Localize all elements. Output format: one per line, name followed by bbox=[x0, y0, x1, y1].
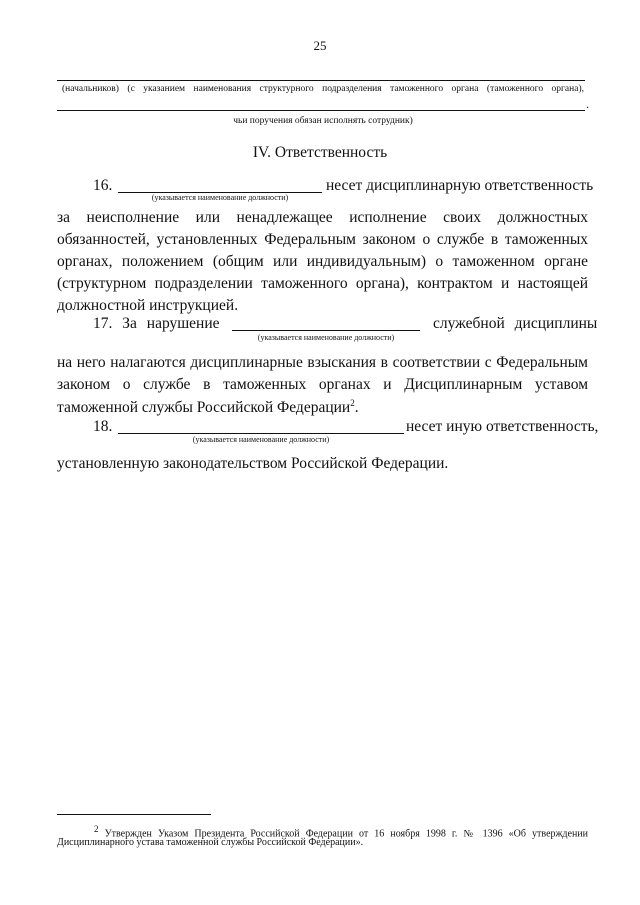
item17-line-1: на него налагаются дисциплинарные взыскания в соответствии с Федеральным bbox=[57, 354, 588, 371]
item17-line-3-end: . bbox=[354, 399, 359, 417]
top-caption-line1: (начальников) (с указанием наименования структурного подразделения таможенного органа (таможенного органа), bbox=[62, 84, 584, 94]
item16-blank-caption: (указывается наименование должности) bbox=[151, 193, 289, 202]
item17-blank-caption: (указывается наименование должности) bbox=[257, 333, 395, 342]
item16-line-2: обязанностей, установленных Федеральным законом о службе в таможенных bbox=[57, 231, 588, 248]
footnote-line-2: Дисциплинарного устава таможенной службы Российской Федерации». bbox=[57, 837, 364, 848]
fill-line-middle bbox=[57, 110, 585, 111]
trailing-dot: . bbox=[586, 97, 589, 111]
item17-blank-line bbox=[232, 330, 420, 331]
section-heading: IV. Ответственность bbox=[252, 144, 388, 161]
item17-lead: 17. За нарушение bbox=[93, 315, 220, 332]
footnote-separator bbox=[57, 814, 211, 815]
footnote-ref: 2 bbox=[350, 398, 355, 408]
item18-continuation: установленную законодательством Российской Федерации. bbox=[57, 455, 449, 472]
item17-after-blank: служебной дисциплины bbox=[433, 315, 598, 332]
item16-line-5: должностной инструкцией. bbox=[57, 297, 239, 314]
item16-line-1: за неисполнение или ненадлежащее исполнение своих должностных bbox=[57, 209, 588, 226]
footnote-line-1-text: Утвержден Указом Президента Российской Федерации от 16 ноября 1998 г. № 1396 «Об утверждении bbox=[104, 828, 588, 840]
footnote-marker: 2 bbox=[94, 824, 99, 834]
item18-blank-line bbox=[118, 433, 404, 434]
item18-after-blank: несет иную ответственность, bbox=[406, 418, 599, 435]
item16-line-3: органах, положением (общим или индивидуальным) о таможенном органе bbox=[57, 253, 588, 270]
top-caption-line3: чьи поручения обязан исполнять сотрудник) bbox=[233, 116, 413, 126]
item16-line-4: (структурном подразделении таможенного органа), контрактом и настоящей bbox=[57, 275, 588, 292]
item17-line-3-text: таможенной службы Российской Федерации bbox=[57, 399, 351, 417]
item16-after-blank: несет дисциплинарную ответственность bbox=[326, 177, 594, 194]
item18-blank-caption: (указывается наименование должности) bbox=[192, 435, 330, 444]
item16-number: 16. bbox=[93, 177, 113, 194]
item18-number: 18. bbox=[93, 418, 113, 435]
page-number: 25 bbox=[313, 38, 327, 53]
item17-line-3 bbox=[57, 398, 359, 417]
item17-line-2: законом о службе в таможенных органах и Дисциплинарным уставом bbox=[57, 376, 588, 393]
fill-line-top bbox=[57, 80, 585, 81]
